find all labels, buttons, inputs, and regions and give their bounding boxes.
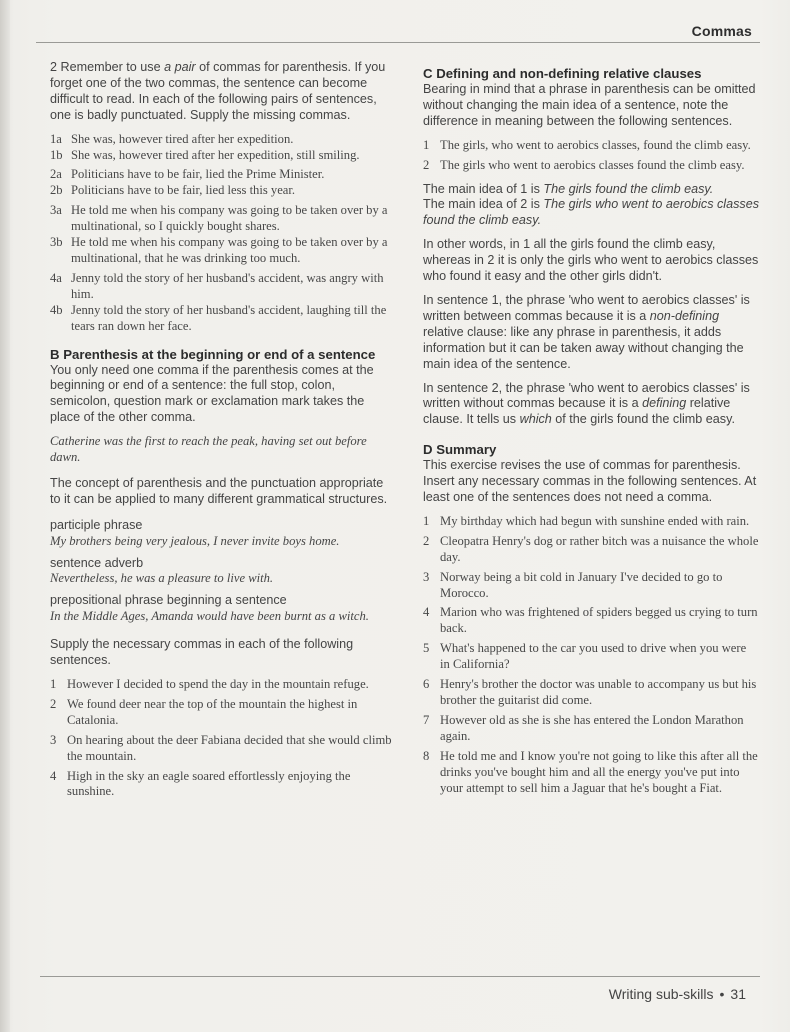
example-participle-phrase: My brothers being very jealous, I never invite boys home. [50,533,340,548]
label-participle-phrase: participle phrase [50,517,143,532]
section-c-intro: Bearing in mind that a phrase in parenthesis can be omitted without changing the main idea of a sentence, note the difference in meaning between the following sentences. [423,82,756,128]
list-item: 1 My birthday which had begun with sunshine ended with rain. [423,513,750,528]
main-idea-2: The main idea of 2 is The girls who went to aerobics classes found the climb easy. [423,197,759,228]
section-d-intro: This exercise revises the use of commas for parenthesis. Insert any necessary commas in the following sentences. At least one of the sentences does not need a comma. [423,458,757,505]
list-item: 2a Politicians have to be fair, lied the Prime Minister. [50,167,325,182]
section-b-concept: The concept of parenthesis and the punctuation appropriate to it can be applied to many different grammatical structures. [50,475,388,506]
sentence-1-explanation: In sentence 1, the phrase 'who went to aerobics classes' is written between commas because it is a non-defining relative clause: like any phrase in parenthesis, it adds information but it can be taken away without changing the main idea of the sentence. [423,292,750,371]
list-item: 3 On hearing about the deer Fabiana decided that she would climb the mountain. [50,732,392,763]
pairs-list [50,132,392,335]
list-item: 4a Jenny told the story of her husband's accident, was angry with him. [50,270,384,301]
list-item: 1a She was, however tired after her expedition. [50,131,294,146]
list-item: 2 We found deer near the top of the mountain the highest in Catalonia. [50,696,358,727]
running-header: Commas [691,23,752,39]
running-footer [609,986,746,1002]
section-b-example: Catherine was the first to reach the peak, having set out before dawn. [50,434,367,465]
footer-rule [40,976,760,977]
section-c-list [423,138,759,174]
exercise-2-intro: 2 Remember to use a pair of commas for parenthesis. If you forget one of the two commas, the sentence can become difficult to read. In each of the following pairs of sentences, one is badly punctuated. Supply the missing commas. [50,60,386,122]
list-item: 3b He told me when his company was going to be taken over by a multinational, that he was drinking too much. [50,235,388,265]
page-number: 31 [730,986,746,1002]
main-idea-1: The main idea of 1 is The girls found the climb easy. [423,181,714,196]
section-d-heading: D Summary [423,442,497,458]
footer-bullet: • [719,986,725,1002]
list-item: 1 However I decided to spend the day in the mountain refuge. [50,677,369,691]
list-item: 8 He told me and I know you're not going to like this after all the drinks you've bought him and all the energy you've put into your attempt to sell him a Jaguar that he's bought a Fiat. [423,748,758,795]
label-sentence-adverb: sentence adverb [50,555,144,570]
list-item: 5 What's happened to the car you used to drive when you were in California? [423,641,747,672]
list-item: 4 High in the sky an eagle soared effortlessly enjoying the sunshine. [50,768,351,799]
section-c-heading: C Defining and non-defining relative clauses [423,66,702,81]
section-b-list [50,677,392,800]
list-item: 2 Cleopatra Henry's dog or rather bitch was a nuisance the whole day. [423,533,759,564]
list-item: 6 Henry's brother the doctor was unable to accompany us but his brother the guitarist did come. [423,677,757,707]
sentence-2-explanation: In sentence 2, the phrase 'who went to aerobics classes' is written without commas because it is a defining relative clause. It tells us which of the girls found the climb easy. [423,380,750,427]
list-item: 4b Jenny told the story of her husband's accident, laughing till the tears ran down her face. [50,302,387,333]
page-spine-shadow [0,0,10,1032]
list-item: 7 However old as she is she has entered the London Marathon again. [423,712,744,743]
section-b-body: You only need one comma if the parenthesis comes at the beginning or end of a sentence: the full stop, colon, semicolon, question mark or exclamation mark takes the place of the other comma. [50,362,374,425]
in-other-words: In other words, in 1 all the girls found the climb easy, whereas in 2 it is only the girls who went to aerobics classes who found it easy and the other girls didn't. [423,237,759,284]
label-prepositional-phrase: prepositional phrase beginning a sentence [50,593,287,608]
list-item: 1 The girls, who went to aerobics classes, found the climb easy. [423,137,751,152]
example-sentence-adverb: Nevertheless, he was a pleasure to live with. [50,571,274,586]
right-column [423,66,759,796]
example-prepositional-phrase: In the Middle Ages, Amanda would have been burnt as a witch. [50,609,369,624]
list-item: 2 The girls who went to aerobics classes found the climb easy. [423,157,745,172]
section-b-instruction: Supply the necessary commas in each of the following sentences. [50,637,354,668]
list-item: 3a He told me when his company was going to be taken over by a multinational, so I quickly bought shares. [50,203,388,234]
footer-section: Writing sub-skills [608,986,714,1002]
list-item: 2b Politicians have to be fair, lied less this year. [50,183,296,198]
list-item: 3 Norway being a bit cold in January I've decided to go to Morocco. [423,569,723,600]
section-b-heading: B Parenthesis at the beginning or end of a sentence [50,346,376,362]
list-item: 4 Marion who was frightened of spiders begged us crying to turn back. [423,605,758,636]
section-d-list [423,514,759,797]
list-item: 1b She was, however tired after her expedition, still smiling. [50,147,360,162]
header-rule [36,42,760,43]
left-column [50,60,392,800]
